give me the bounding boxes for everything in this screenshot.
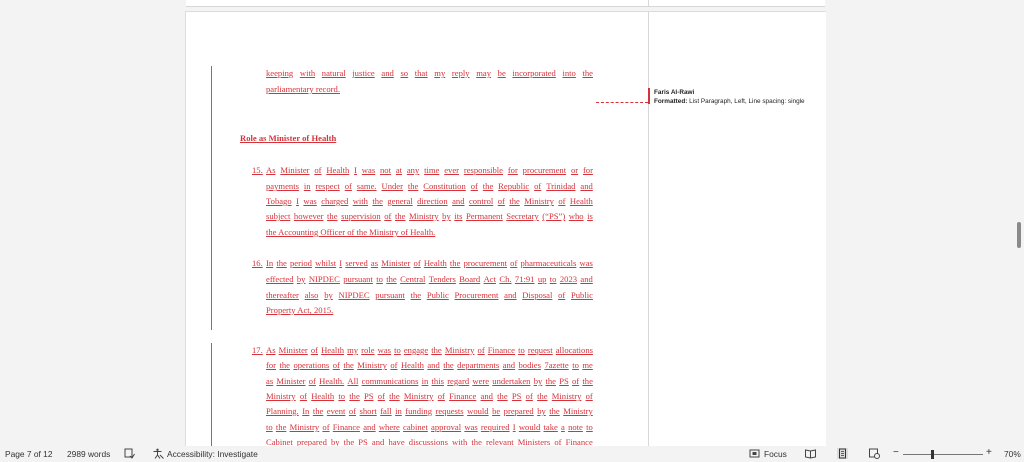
- word[interactable]: was: [303, 196, 317, 206]
- previous-page-edge: [186, 0, 825, 7]
- read-mode-icon[interactable]: [805, 448, 816, 459]
- word[interactable]: Health: [569, 196, 593, 206]
- word[interactable]: As: [266, 165, 276, 175]
- word[interactable]: up: [537, 274, 547, 284]
- word[interactable]: prepared: [296, 437, 327, 446]
- word[interactable]: of: [332, 360, 340, 370]
- word[interactable]: Finance: [565, 437, 593, 446]
- word[interactable]: of: [299, 391, 307, 401]
- zoom-level[interactable]: 70%: [1004, 449, 1021, 459]
- word[interactable]: for: [507, 165, 518, 175]
- comment-author: Faris Al-Rawi: [654, 89, 695, 96]
- word[interactable]: of: [384, 211, 392, 221]
- word[interactable]: the: [407, 181, 419, 191]
- word[interactable]: cabinet: [403, 422, 428, 432]
- word[interactable]: the: [394, 211, 406, 221]
- word[interactable]: with: [452, 437, 468, 446]
- word[interactable]: by: [296, 274, 306, 284]
- word[interactable]: effected: [266, 274, 294, 284]
- word[interactable]: request: [527, 345, 553, 355]
- word[interactable]: funding: [405, 406, 432, 416]
- word[interactable]: also: [304, 290, 319, 300]
- word[interactable]: in: [303, 181, 311, 191]
- word[interactable]: with: [352, 196, 368, 206]
- comment-connector: [596, 102, 648, 103]
- word[interactable]: 2023: [559, 274, 578, 284]
- paragraph-number[interactable]: 15.: [252, 165, 263, 175]
- word[interactable]: departments: [457, 360, 500, 370]
- word[interactable]: to: [394, 345, 401, 355]
- word[interactable]: PS: [363, 391, 374, 401]
- word[interactable]: be: [492, 406, 501, 416]
- word[interactable]: subject: [266, 211, 291, 221]
- word[interactable]: the: [410, 290, 422, 300]
- word[interactable]: respect: [315, 181, 340, 191]
- text-line[interactable]: [266, 181, 593, 191]
- word[interactable]: bodies: [518, 360, 541, 370]
- word[interactable]: this: [431, 376, 444, 386]
- word[interactable]: however: [293, 211, 324, 221]
- word[interactable]: the: [312, 406, 324, 416]
- word[interactable]: into: [562, 68, 576, 78]
- text-line[interactable]: [266, 274, 593, 284]
- page-count[interactable]: Page 7 of 12: [5, 449, 53, 459]
- word[interactable]: of: [322, 422, 330, 432]
- status-bar: [0, 446, 1024, 462]
- word[interactable]: requests: [435, 406, 464, 416]
- word[interactable]: as: [266, 376, 274, 386]
- accessibility-icon[interactable]: [153, 448, 164, 459]
- word[interactable]: and: [452, 196, 465, 206]
- word[interactable]: operations: [293, 360, 330, 370]
- word[interactable]: Republic: [498, 181, 530, 191]
- word[interactable]: Permanent: [465, 211, 503, 221]
- word[interactable]: by: [537, 406, 546, 416]
- word[interactable]: (“PS”): [542, 211, 566, 221]
- word[interactable]: Health: [423, 258, 447, 268]
- revision-balloon[interactable]: [654, 88, 805, 106]
- word[interactable]: of: [554, 437, 562, 446]
- word[interactable]: procurement: [463, 258, 508, 268]
- text-line[interactable]: [266, 406, 593, 416]
- word[interactable]: Finance: [332, 422, 360, 432]
- word[interactable]: and: [580, 181, 593, 191]
- word[interactable]: note: [568, 422, 583, 432]
- word[interactable]: the: [545, 376, 556, 386]
- comment-text: List Paragraph, Left, Line spacing: single: [689, 98, 805, 105]
- word[interactable]: were: [472, 376, 490, 386]
- word[interactable]: of: [377, 391, 385, 401]
- proofing-icon[interactable]: [124, 448, 135, 459]
- word[interactable]: by: [330, 437, 340, 446]
- word[interactable]: of: [344, 181, 352, 191]
- word[interactable]: be: [497, 68, 506, 78]
- text-line[interactable]: [266, 376, 593, 386]
- word[interactable]: was: [377, 345, 391, 355]
- word[interactable]: the: [386, 274, 397, 284]
- word[interactable]: ever: [444, 165, 459, 175]
- word[interactable]: Finance: [449, 391, 477, 401]
- word[interactable]: the: [443, 360, 454, 370]
- word[interactable]: have: [388, 437, 405, 446]
- word[interactable]: to: [549, 274, 557, 284]
- markup-pane: [648, 12, 826, 446]
- section-heading[interactable]: Role as Minister of Health: [240, 133, 337, 143]
- word[interactable]: Ministry: [563, 406, 593, 416]
- word[interactable]: Trinidad: [546, 181, 576, 191]
- word[interactable]: I: [354, 165, 357, 175]
- word[interactable]: to: [586, 422, 593, 432]
- word[interactable]: NIPDEC: [308, 274, 340, 284]
- word[interactable]: period: [289, 258, 312, 268]
- word[interactable]: Health: [326, 165, 350, 175]
- word[interactable]: Ministry: [403, 391, 434, 401]
- word[interactable]: was: [579, 258, 593, 268]
- word[interactable]: with: [299, 68, 316, 78]
- word[interactable]: PS: [559, 376, 569, 386]
- text-line[interactable]: [266, 68, 593, 78]
- word[interactable]: I: [339, 258, 343, 268]
- word[interactable]: incorporated: [512, 68, 556, 78]
- word[interactable]: Ministry: [266, 391, 296, 401]
- word[interactable]: Minister: [280, 165, 310, 175]
- word[interactable]: of: [510, 258, 518, 268]
- word[interactable]: regard: [447, 376, 470, 386]
- word[interactable]: event: [326, 406, 346, 416]
- word[interactable]: Ministry: [289, 422, 320, 432]
- word[interactable]: the: [549, 406, 560, 416]
- word[interactable]: natural: [321, 68, 346, 78]
- word[interactable]: Public: [570, 290, 593, 300]
- text-line[interactable]: [266, 422, 593, 432]
- word[interactable]: of: [390, 360, 398, 370]
- word[interactable]: was: [361, 165, 376, 175]
- word[interactable]: pursuant: [343, 274, 373, 284]
- word[interactable]: general: [387, 196, 413, 206]
- word[interactable]: Minister: [276, 376, 306, 386]
- word[interactable]: Constitution: [423, 181, 466, 191]
- word[interactable]: Ministers: [517, 437, 551, 446]
- word[interactable]: my: [434, 68, 446, 78]
- focus-label[interactable]: Focus: [764, 449, 787, 459]
- paragraph-number[interactable]: 16.: [252, 258, 263, 268]
- word[interactable]: Finance: [487, 345, 515, 355]
- word[interactable]: Ministry: [357, 360, 387, 370]
- word[interactable]: take: [543, 422, 558, 432]
- word[interactable]: who: [568, 211, 584, 221]
- word[interactable]: a: [561, 422, 565, 432]
- word[interactable]: supervision: [341, 211, 381, 221]
- word[interactable]: and: [580, 274, 593, 284]
- word[interactable]: relevant: [485, 437, 514, 446]
- text-line[interactable]: [266, 211, 593, 221]
- word[interactable]: me: [582, 360, 593, 370]
- word[interactable]: pursuant: [375, 290, 405, 300]
- word[interactable]: the: [276, 258, 287, 268]
- word[interactable]: responsible: [463, 165, 503, 175]
- word[interactable]: as: [370, 258, 379, 268]
- word[interactable]: of: [413, 258, 421, 268]
- word[interactable]: to: [376, 274, 383, 284]
- word[interactable]: Tenders: [428, 274, 456, 284]
- text-line[interactable]: [266, 360, 593, 370]
- word[interactable]: would: [467, 406, 489, 416]
- word[interactable]: Ministry: [409, 211, 439, 221]
- word[interactable]: that: [414, 68, 428, 78]
- text-line[interactable]: [266, 290, 593, 300]
- word[interactable]: the: [497, 391, 508, 401]
- word[interactable]: of: [558, 196, 566, 206]
- word[interactable]: the: [537, 391, 548, 401]
- word[interactable]: reply: [451, 68, 470, 78]
- word[interactable]: the: [389, 391, 400, 401]
- word[interactable]: Minister: [381, 258, 411, 268]
- word[interactable]: so: [400, 68, 409, 78]
- word[interactable]: not: [380, 165, 391, 175]
- word[interactable]: Cabinet: [266, 437, 293, 446]
- word[interactable]: As: [266, 345, 276, 355]
- word[interactable]: Ministry: [524, 196, 554, 206]
- word[interactable]: by: [533, 376, 543, 386]
- word[interactable]: the: [327, 211, 338, 221]
- word[interactable]: is: [587, 211, 593, 221]
- word[interactable]: the: [509, 196, 520, 206]
- word[interactable]: the: [343, 437, 355, 446]
- word[interactable]: justice: [352, 68, 375, 78]
- word[interactable]: communications: [361, 376, 419, 386]
- word[interactable]: the: [471, 437, 482, 446]
- word[interactable]: and: [363, 422, 376, 432]
- comment-label: Formatted:: [654, 98, 688, 105]
- word[interactable]: Planning.: [266, 406, 299, 416]
- word[interactable]: its: [454, 211, 463, 221]
- word[interactable]: the: [343, 360, 354, 370]
- zoom-slider-thumb[interactable]: [931, 450, 934, 459]
- text-line[interactable]: [266, 196, 593, 206]
- word[interactable]: Under: [381, 181, 403, 191]
- word[interactable]: was: [464, 422, 478, 432]
- word[interactable]: served: [345, 258, 368, 268]
- word[interactable]: and: [502, 360, 516, 370]
- word[interactable]: to: [266, 422, 273, 432]
- word[interactable]: 7azette: [544, 360, 569, 370]
- word[interactable]: of: [558, 290, 566, 300]
- previous-markup-divider: [648, 0, 649, 6]
- word[interactable]: and: [381, 68, 394, 78]
- word[interactable]: Minister: [278, 345, 308, 355]
- word[interactable]: to: [518, 345, 525, 355]
- word[interactable]: PS: [511, 391, 522, 401]
- change-bar: [211, 66, 212, 330]
- word[interactable]: Ministry: [444, 345, 475, 355]
- word[interactable]: any: [406, 165, 420, 175]
- word[interactable]: where: [378, 422, 400, 432]
- word[interactable]: Central: [400, 274, 426, 284]
- word[interactable]: approval: [431, 422, 462, 432]
- word[interactable]: fall: [380, 406, 392, 416]
- word[interactable]: and: [480, 391, 493, 401]
- word[interactable]: the: [275, 422, 287, 432]
- change-bar: [211, 343, 212, 446]
- word[interactable]: charged: [321, 196, 349, 206]
- word[interactable]: direction: [417, 196, 448, 206]
- word[interactable]: NIPDEC: [338, 290, 370, 300]
- word[interactable]: the: [582, 68, 593, 78]
- word[interactable]: allocations: [555, 345, 593, 355]
- word-count[interactable]: 2989 words: [67, 449, 111, 459]
- word[interactable]: for: [266, 360, 277, 370]
- word[interactable]: and: [504, 290, 517, 300]
- word[interactable]: in: [395, 406, 402, 416]
- word[interactable]: PS: [358, 437, 368, 446]
- word[interactable]: may: [476, 68, 491, 78]
- word[interactable]: Board: [459, 274, 481, 284]
- word[interactable]: In: [302, 406, 310, 416]
- word[interactable]: Health.: [319, 376, 345, 386]
- word[interactable]: of: [534, 181, 542, 191]
- word[interactable]: same.: [356, 181, 377, 191]
- text-line[interactable]: [266, 345, 593, 355]
- word[interactable]: of: [497, 196, 505, 206]
- word[interactable]: of: [585, 391, 593, 401]
- word[interactable]: of: [477, 345, 485, 355]
- word[interactable]: short: [359, 406, 377, 416]
- word[interactable]: of: [308, 376, 316, 386]
- text-line[interactable]: [266, 437, 593, 446]
- word[interactable]: prepared: [503, 406, 534, 416]
- word[interactable]: my: [347, 345, 359, 355]
- word[interactable]: of: [525, 391, 533, 401]
- word[interactable]: All: [347, 376, 359, 386]
- word[interactable]: and: [371, 437, 385, 446]
- word[interactable]: would: [518, 422, 541, 432]
- word[interactable]: to: [338, 391, 346, 401]
- text-line[interactable]: Property Act, 2015.: [266, 305, 334, 315]
- word[interactable]: at: [395, 165, 403, 175]
- vertical-scrollbar-thumb[interactable]: [1017, 222, 1021, 248]
- print-layout-icon[interactable]: [837, 448, 848, 459]
- word[interactable]: of: [572, 376, 580, 386]
- revision-marker: [648, 88, 650, 104]
- word[interactable]: role: [361, 345, 375, 355]
- word[interactable]: In: [266, 258, 274, 268]
- focus-icon[interactable]: [749, 448, 760, 459]
- word[interactable]: by: [442, 211, 451, 221]
- accessibility-status[interactable]: Accessibility: Investigate: [167, 449, 258, 459]
- word[interactable]: the: [582, 376, 593, 386]
- word[interactable]: engage: [403, 345, 429, 355]
- word[interactable]: pharmaceuticals: [520, 258, 577, 268]
- word[interactable]: procurement: [522, 165, 567, 175]
- word[interactable]: of: [470, 181, 478, 191]
- word[interactable]: of: [437, 391, 445, 401]
- word[interactable]: 71:91: [514, 274, 535, 284]
- word[interactable]: thereafter: [266, 290, 299, 300]
- word[interactable]: keeping: [266, 68, 294, 78]
- word[interactable]: Ministry: [551, 391, 582, 401]
- word[interactable]: Disposal: [522, 290, 553, 300]
- word[interactable]: to: [572, 360, 579, 370]
- word[interactable]: time: [424, 165, 440, 175]
- word[interactable]: the: [449, 258, 461, 268]
- word[interactable]: of: [348, 406, 357, 416]
- word[interactable]: of: [314, 165, 322, 175]
- word[interactable]: the: [482, 181, 494, 191]
- word[interactable]: discussions: [408, 437, 448, 446]
- word[interactable]: by: [324, 290, 333, 300]
- text-line[interactable]: [266, 258, 593, 268]
- word[interactable]: and: [427, 360, 440, 370]
- word[interactable]: undertaken: [492, 376, 531, 386]
- word[interactable]: the: [431, 345, 442, 355]
- word[interactable]: Health: [321, 345, 345, 355]
- word[interactable]: or: [570, 165, 579, 175]
- word[interactable]: Ch.: [499, 274, 512, 284]
- word[interactable]: I: [512, 422, 516, 432]
- word[interactable]: Health: [311, 391, 335, 401]
- word[interactable]: Tobago: [266, 196, 292, 206]
- word[interactable]: the: [372, 196, 383, 206]
- word[interactable]: of: [310, 345, 319, 355]
- word[interactable]: required: [480, 422, 510, 432]
- web-layout-icon[interactable]: [869, 448, 880, 459]
- word[interactable]: the: [349, 391, 360, 401]
- zoom-in-button[interactable]: +: [986, 447, 992, 458]
- text-line[interactable]: parliamentary record.: [266, 84, 340, 94]
- word[interactable]: Health: [400, 360, 424, 370]
- zoom-slider-track[interactable]: [903, 454, 983, 455]
- word[interactable]: the: [279, 360, 290, 370]
- word[interactable]: Act: [483, 274, 496, 284]
- word[interactable]: payments: [266, 181, 299, 191]
- word[interactable]: Procurement: [454, 290, 499, 300]
- word[interactable]: I: [296, 196, 299, 206]
- text-line[interactable]: [266, 391, 593, 401]
- text-line[interactable]: [266, 165, 593, 175]
- word[interactable]: whilst: [315, 258, 337, 268]
- word[interactable]: Secretary: [506, 211, 539, 221]
- word[interactable]: Public: [426, 290, 449, 300]
- zoom-out-button[interactable]: −: [893, 447, 899, 458]
- paragraph-number[interactable]: 17.: [252, 345, 263, 355]
- word[interactable]: in: [421, 376, 429, 386]
- word[interactable]: for: [582, 165, 593, 175]
- word[interactable]: control: [468, 196, 494, 206]
- text-line[interactable]: the Accounting Officer of the Ministry of Health.: [266, 227, 436, 237]
